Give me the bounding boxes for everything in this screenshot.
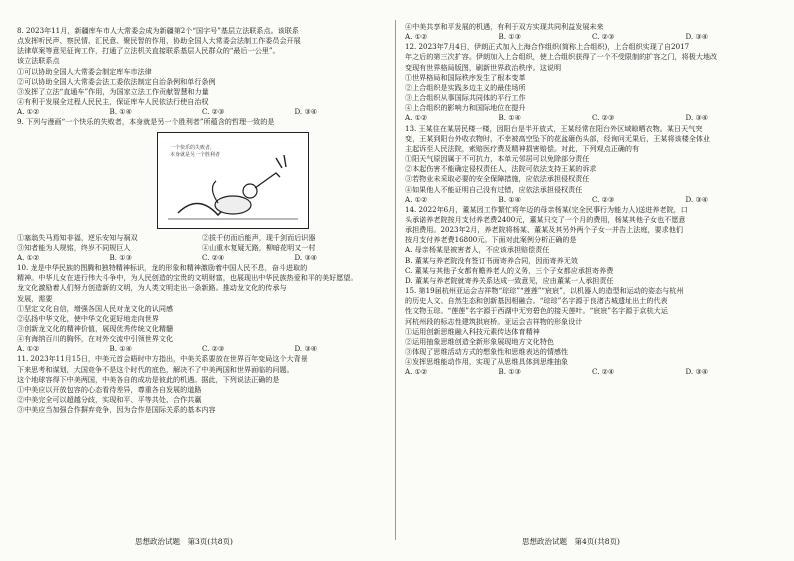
option-c[interactable]: C. ②③: [592, 32, 615, 42]
option-d[interactable]: D. ③④: [685, 32, 709, 42]
question-12: [405, 42, 779, 123]
q11-item: ②中美完全可以超越分歧，实现和平、平等共处、合作共赢: [17, 395, 202, 405]
q10-stem-0: 10. 龙是中华民族的图腾和独特精神标识，龙的形象和精神激励着中国人民不息，奋斗进取的: [17, 263, 308, 273]
option-a[interactable]: A. ①②: [17, 252, 40, 262]
q10-stem-3: 发展，需要: [17, 293, 53, 303]
q8-item: ②可以协助全国人大常委会法工委依法制定自治条例和单行条例: [17, 76, 216, 86]
question-10: [17, 263, 387, 354]
q10-item: ③创新龙文化的精神价值，展现优秀传统文化精髓: [17, 323, 174, 333]
q15-options: [405, 367, 779, 377]
option-a[interactable]: A. ①②: [405, 32, 428, 42]
cartoon-caption-line: 本身就是另一个胜利者: [170, 151, 221, 158]
cartoon-drawing: [158, 133, 308, 228]
q8-stem-1: 点发挥听民声、察民情、汇民意、聚民智的作用，协助全国人大常委会法制工作委员会开展: [17, 36, 301, 46]
q11-item: ①中美应以开放包容的心态看待差异，尊重各自发展的道路: [17, 384, 202, 394]
q8-stem-3: 该立法联系点: [17, 56, 60, 66]
q11-stem-1: 下来思考和谋划，大国竞争不是这个时代的底色，解决不了中美两国和世界面临的问题。: [17, 364, 294, 374]
q8-stem-0: 8. 2023年11月，新疆库车市人大常委会成为新疆第2个“国字号”基层立法联系点。该联系: [17, 26, 299, 35]
right-page: [405, 22, 779, 377]
q13-item: ②本起伤害不能确定侵权责任人，法院可依法支持王某的诉求: [405, 164, 597, 174]
option-d[interactable]: D. ③④: [685, 113, 709, 123]
q15-item: ③体现了思维活动方式的想象性和思维表达的情感性: [405, 347, 569, 356]
q13-item: ①阳天气原因属于不可抗力，本单元邻居可以免除部分责任: [405, 154, 590, 164]
q10-item: ②弘扬中华文化，使中华文化更好地走向世界: [17, 313, 159, 323]
option-b[interactable]: B. ①④: [498, 194, 521, 204]
q11-stem-2: 这个地球容得下中美两国，中美各自的成功是彼此的机遇。据此，下列说法正确的是: [17, 374, 280, 384]
q12-stem-0: 12. 2023年7月4日，伊朗正式加入上海合作组织(简称上合组织)，上合组织实现了自2017: [405, 42, 690, 52]
question-14: [405, 205, 779, 286]
q8-item: ①可以协助全国人大常委会制定库车市法律: [17, 66, 152, 76]
q8-options: [17, 107, 387, 117]
option-b[interactable]: B. ①④: [109, 344, 132, 354]
q9-item: ④山重水复疑无路，柳暗花明又一村: [202, 242, 316, 252]
q11-options: [405, 32, 779, 42]
q14-stem-2: 承担费用。2023年2月，养老院将杨某、董某及其另外两个子女一并告上法庭，要求他们: [405, 225, 683, 235]
q13-stem-0: 13. 王某住在某居民楼一楼，因阳台是半开放式，王某经常在阳台外区域晾晒衣物。某日天气突: [405, 123, 703, 133]
q10-stem-2: 龙文化激励着人们努力创造新的文明，为人类文明走出一条新路。推动龙文化的传承与: [17, 283, 287, 293]
option-d[interactable]: D. ③④: [685, 367, 709, 377]
q12-stem-1: 年之后的第三次扩容。伊朗加入上合组织，使上合组织获得了一个不受限制的扩容之门，将极大地改: [405, 52, 718, 62]
q15-item: ②运用抽象思维创造全新形象展现地方文化特色: [405, 336, 554, 346]
option-b[interactable]: B. ①③: [498, 32, 521, 42]
q14-stem-0: 14. 2022年6月，董某因工作繁忙将年迈的母亲杨某(完全民事行为能力人)送进养老院，口: [405, 204, 688, 214]
q12-item: ①世界格局和国际秩序发生了根本变革: [405, 72, 526, 82]
cartoon-image: [157, 132, 309, 229]
q13-stem-1: 变，王某到阳台外收衣物时，不幸被高空坠下的花盆砸伤头部，经询问无果后，王某将该楼全体业: [405, 133, 711, 143]
option-a[interactable]: A. ①②: [405, 367, 428, 377]
q11-item: ③中美应当加强合作摒弃竞争，因为合作是国际关系的基本内容: [17, 405, 216, 415]
q14-option-b[interactable]: B. 董某与养老院没有签订书面寄养合同，因而寄养无效: [405, 255, 578, 265]
q10-item: ①坚定文化自信，增强各国人民对龙文化的认同感: [17, 303, 174, 313]
question-11-continued: [405, 22, 779, 42]
q11-item: ④中美共享和平发展的机遇，有利于双方实现共同利益发展未来: [405, 22, 604, 31]
q15-item: ①运用创新思维融入科技元素传达体育精神: [405, 326, 540, 336]
option-c[interactable]: C. ②③: [202, 344, 225, 354]
page-footer-right: 思想政治试题 第4页(共8页): [522, 537, 620, 546]
q15-stem-3: 河杭州段的标志性建筑拱宸桥。亚运会吉祥物的形象设计: [405, 316, 583, 326]
option-d[interactable]: D. ③④: [685, 194, 709, 204]
q14-option-c[interactable]: C. 董某与其他子女都有赡养老人的义务，三个子女都应承担寄养费: [405, 265, 614, 275]
left-page: [17, 26, 387, 415]
option-b[interactable]: B. ①④: [498, 113, 521, 123]
q15-stem-2: 性文物玉琮。“莲莲”名字源于西湖中无穷碧色的接天莲叶。“宸宸”名字源于京杭大运: [405, 306, 668, 316]
q15-stem-0: 15. 第19届杭州亚运会吉祥物“琮琮”“莲莲”“宸宸”，以机器人的造型和运动的姿态与杭州: [405, 286, 684, 296]
q13-options: [405, 195, 779, 205]
q9-item: ③知者能为人规铭，终岁不同规巨人: [17, 242, 131, 252]
option-c[interactable]: C. ②④: [202, 252, 225, 262]
q9-items-row: [17, 233, 387, 243]
q12-options: [405, 113, 779, 123]
q13-stem-2: 主起诉至人民法院，索赔医疗费及精神损害赔偿。对此，下列观点正确的有: [405, 143, 640, 153]
cartoon-caption-line: 一个快乐的失败者，: [170, 144, 216, 151]
q11-stem-0: 11. 2023年11月15日，中美元首会晤时中方指出，中美关系要放在世界百年变局这个大背景: [17, 354, 308, 364]
option-d[interactable]: D. ③④: [294, 344, 318, 354]
option-b[interactable]: B. ①④: [109, 107, 132, 117]
q9-stem: 9. 下列与漫画“一个快乐的失败者，本身就是另一个胜利者”所蕴含的哲理一致的是: [17, 117, 275, 127]
q10-options: [17, 344, 387, 354]
q14-stem-1: 头承诺养老院按月支付养老费2400元，董某只交了一个月的费用，杨某其他子女也不愿意: [405, 214, 686, 224]
q13-item: ③若物业未采取必要的安全保障措施，应依法承担侵权责任: [405, 174, 590, 184]
q10-stem-1: 精神。中华儿女在进行伟大斗争中，为人民创造的宝贵的文明财富，也展现出中华民族热爱和平的美好愿望。: [17, 273, 358, 283]
q15-stem-1: 的历史人文、自然生态和创新基因相融合。“琮琮”名字源于良渚古城遗址出土的代表: [405, 296, 668, 306]
q12-item: ②上合组织是实践多边主义的最佳场所: [405, 82, 526, 92]
q12-stem-2: 变现有世界格局版图，刷新世界政治秩序。这说明: [405, 62, 562, 72]
q14-stem-3: 按月支付养老费16800元。下面对此案例分析正确的是: [405, 235, 577, 245]
option-a[interactable]: A. ①②: [17, 107, 40, 117]
option-c[interactable]: C. ②③: [202, 107, 225, 117]
option-d[interactable]: D. ③④: [294, 107, 318, 117]
option-a[interactable]: A. ①②: [17, 344, 40, 354]
q12-item: ④上合组织的影响力和国际地位在提升: [405, 103, 526, 113]
q9-item: ②拔千仞而后能声，现千剑而后识器: [202, 232, 316, 242]
question-13: [405, 124, 779, 205]
q9-options: [17, 253, 387, 263]
q8-item: ③发挥了立法“直通车”作用，为国家立法工作贡献智慧和力量: [17, 86, 209, 96]
q14-option-a[interactable]: A. 母亲杨某是被害者人，不应该承担赔偿责任: [405, 245, 550, 255]
option-a[interactable]: A. ①②: [405, 194, 428, 204]
question-15: [405, 286, 779, 377]
q9-items-row: [17, 243, 387, 253]
option-b[interactable]: B. ①③: [498, 367, 521, 377]
option-d[interactable]: D. ③④: [294, 252, 318, 262]
question-11: [17, 354, 387, 415]
question-9: [17, 117, 387, 263]
q8-stem-2: 法律草案等意见征询工作，打通了立法机关直接联系基层人民群众的“最后一公里”。: [17, 46, 280, 56]
q10-item: ④有海纳百川的胸怀，在对外交流中引领世界文化: [17, 334, 174, 344]
page-footer-left: 思想政治试题 第3页(共8页): [135, 537, 233, 546]
q13-item: ④如果他人不能证明自己没有过错，应依法承担侵权责任: [405, 184, 583, 194]
option-c[interactable]: C. ②③: [592, 113, 615, 123]
option-a[interactable]: A. ①②: [405, 113, 428, 123]
q15-item: ④发挥思维能动作用，实现了从思维具体到思维抽象: [405, 357, 569, 367]
q14-option-d[interactable]: D. 董某与养老院就寄养关系达成一致意见，应由董某一人承担责任: [405, 275, 614, 285]
option-c[interactable]: C. ②③: [592, 194, 615, 204]
option-c[interactable]: C. ②④: [592, 367, 615, 377]
q9-item: ①塞翁失马焉知非福，逆乐安知与祸双: [17, 232, 138, 242]
q12-item: ③上合组织从事国际共同体的平行工作: [405, 93, 526, 103]
column-divider: [395, 20, 396, 540]
q8-item: ④有利于发展全过程人民民主，保证库车人民依法行使自治权: [17, 97, 209, 107]
question-8: [17, 26, 387, 117]
option-b[interactable]: B. ①③: [109, 252, 132, 262]
